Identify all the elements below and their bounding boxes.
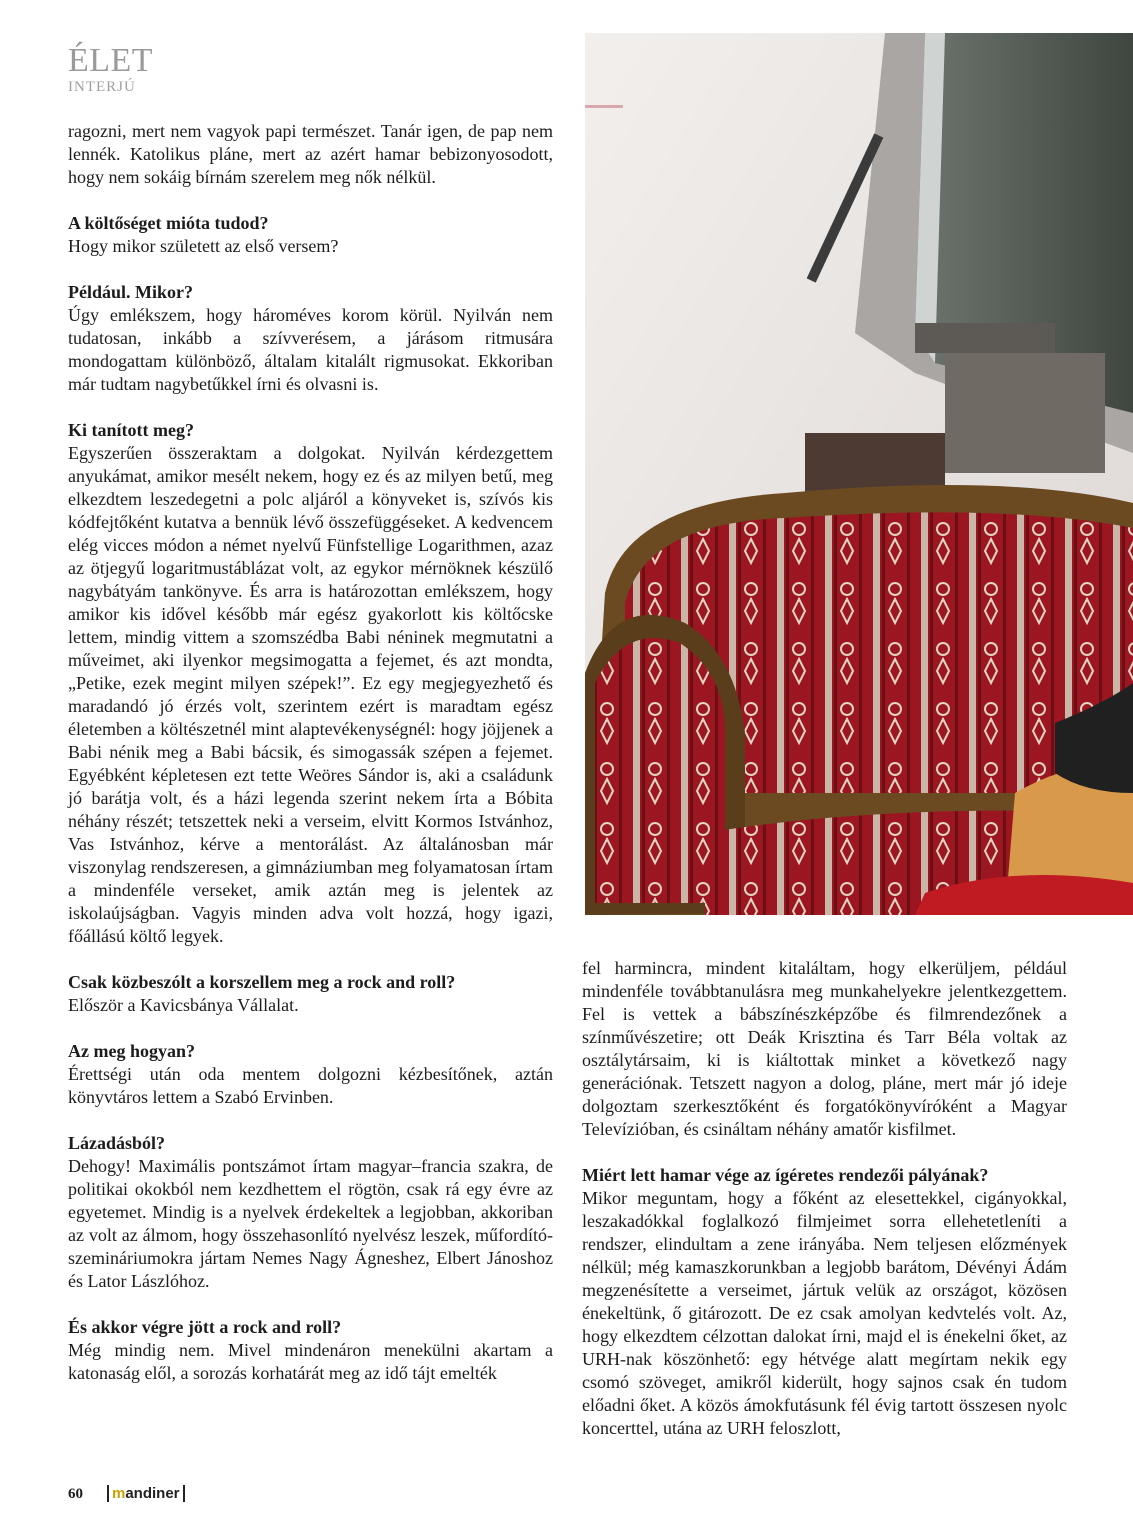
page-number: 60 — [68, 1486, 83, 1502]
interview-answer: Mikor meguntam, hogy a főként az elesettekkel, cigányokkal, leszakadókkal foglalkozó filmjeimet sorra ellehetetleníti a rendszer, elindultam a zene irányába. Nem teljesen előzmények nélkül; még kamaszkorunkban a legjobb barátom, Dévényi Ádám megzenésítette a verseimet, jártuk velük az országot, közösen énekeltünk, ő gitározott. De ez csak amolyan kedvtelés volt. Az, hogy elkezdtem célzottan dalokat írni, majd el is énekelni őket, az URH-nak köszönhető: egy hétvége alatt megírtam nekik egy csomó szöveget, amikről kiderült, hogy sajnos csak én tudom előadni őket. A közös ámokfutásunk fél évig tartott összesen nyolc koncerttel, utána az URH feloszlott, — [582, 1188, 1067, 1438]
interview-answer: Egyszerűen összeraktam a dolgokat. Nyilván kérdezgettem anyukámat, amikor mesélt nekem, hogy ez és az milyen betű, meg elkezdtem leszedegetni a polc aljáról a könyveket is, szívós kis kódfejtőként kutatva a bennük lévő összefüggéseket. A kedvencem elég vicces módon a német nyelvű Fünfstellige Logarithmen, azaz az ötjegyű logaritmustáblázat volt, az egykor mérnöknek készülő nagybátyám tankönyve. És arra is határozottan emlékszem, hogy amikor kis idővel később már egész gyakorlott kis költőcske lettem, mindig vittem a szomszédba Babi néninek megmutatni a műveimet, aki ilyenkor megsimogatta a fejemet, és azt mondta, „Petike, ezek megint milyen szépek!”. Ez egy megjegyezhető és maradandó jó érzés volt, szerintem ezért is maradtam egész életemben a költészetnél mint alaptevékenységnél: hogy jöjjenek a Babi nénik meg a Babi bácsik, és simogassák szépen a fejemet. Egyébként képletesen ezt tette Weöres Sándor is, aki a családunk jó barátja volt, és a házi legenda szerint nekem írta a Bóbita néhány részét; tetszettek neki a verseim, elvitt Kormos Istvánhoz, Vas Istvánhoz, kérve a mentorálást. Az általánosban már viszonylag rendszeresen, a gimnáziumban meg folyamatosan írtam a mindenféle verseket, amik aztán meg is jelentek az iskolaújságban. Vagyis minden adva volt hozzá, hogy igazi, főállású költő legyek. — [68, 443, 553, 946]
interview-answer: Érettségi után oda mentem dolgozni kézbesítőnek, aztán könyvtáros lettem a Szabó Ervinben. — [68, 1064, 553, 1107]
qa-block — [68, 1040, 553, 1109]
paragraph — [582, 957, 1067, 1141]
interview-question: Miért lett hamar vége az ígéretes rendezői pályának? — [582, 1165, 989, 1185]
qa-block — [68, 971, 553, 1017]
article-column-left — [68, 120, 553, 1385]
section-title: ÉLET — [68, 42, 154, 79]
interview-question: Csak közbeszólt a korszellem meg a rock and roll? — [68, 972, 456, 992]
section-subtitle: INTERJÚ — [68, 79, 136, 95]
qa-block — [582, 1164, 1067, 1440]
interview-question: És akkor végre jött a rock and roll? — [68, 1317, 342, 1337]
interview-question: Az meg hogyan? — [68, 1041, 195, 1061]
photo-sofa-illustration — [585, 33, 1133, 915]
interview-answer: fel harmincra, mindent kitaláltam, hogy elkerüljem, például mindenféle továbbtanulásra meg munkahelyekre jelentkezgettem. Fel is vettek a bábszínészképzőbe és filmrendezőnek a színművészetire; ott Deák Krisztina és Tarr Béla voltak az osztálytársaim, ki is kiáltottak minket a következő nagy generációnak. Tetszett nagyon a dolog, pláne, mert már jó ideje dolgoztam szerkesztőként és forgatókönyvíróként a Magyar Televízióban, és csináltam néhány amatőr kisfilmet. — [582, 958, 1067, 1139]
interview-question: Ki tanított meg? — [68, 420, 194, 440]
interview-question: A költőséget mióta tudod? — [68, 213, 269, 233]
qa-block — [68, 419, 553, 948]
interview-question: Lázadásból? — [68, 1133, 166, 1153]
logo-first-letter: m — [112, 1485, 126, 1502]
interview-answer: Még mindig nem. Mivel mindenáron menekülni akartam a katonaság elől, a sorozás korhatárát meg az idő tájt emelték — [68, 1340, 553, 1383]
magazine-logo — [107, 1485, 185, 1502]
interview-answer: Először a Kavicsbánya Vállalat. — [68, 995, 299, 1015]
section-header — [68, 44, 153, 96]
qa-block — [68, 281, 553, 396]
logo-rest: andiner — [125, 1485, 180, 1502]
paragraph — [68, 120, 553, 189]
qa-block — [68, 1132, 553, 1293]
interview-answer: Dehogy! Maximális pontszámot írtam magyar–francia szakra, de politikai okokból nem kezdhettem el rögtön, csak rá egy évre az egyetemet. Mindig is a nyelvek érdekeltek a legjobban, akkoriban az volt az álmom, hogy összehasonlító nyelvész leszek, műfordító-szemináriumokra jártam Nemes Nagy Ágneshez, Elbert Jánoshoz és Lator Lászlóhoz. — [68, 1156, 553, 1291]
qa-block — [68, 212, 553, 258]
interview-question: Például. Mikor? — [68, 282, 193, 302]
interview-answer: Hogy mikor született az első versem? — [68, 236, 339, 256]
photo — [585, 33, 1133, 915]
interview-answer: ragozni, mert nem vagyok papi természet. Tanár igen, de pap nem lennék. Katolikus pláne, mert az azért hamar bebizonyosodott, hogy nem sokáig bírnám szerelem meg nők nélkül. — [68, 121, 553, 187]
article-column-right — [582, 957, 1067, 1440]
interview-answer: Úgy emlékszem, hogy hároméves korom körül. Nyilván nem tudatosan, inkább a szívverésem, a járásom ritmusára mondogattam különböző, általam kitalált rigmusokat. Ekkoriban már tudtam nagybetűkkel írni és olvasni is. — [68, 305, 553, 394]
qa-block — [68, 1316, 553, 1385]
